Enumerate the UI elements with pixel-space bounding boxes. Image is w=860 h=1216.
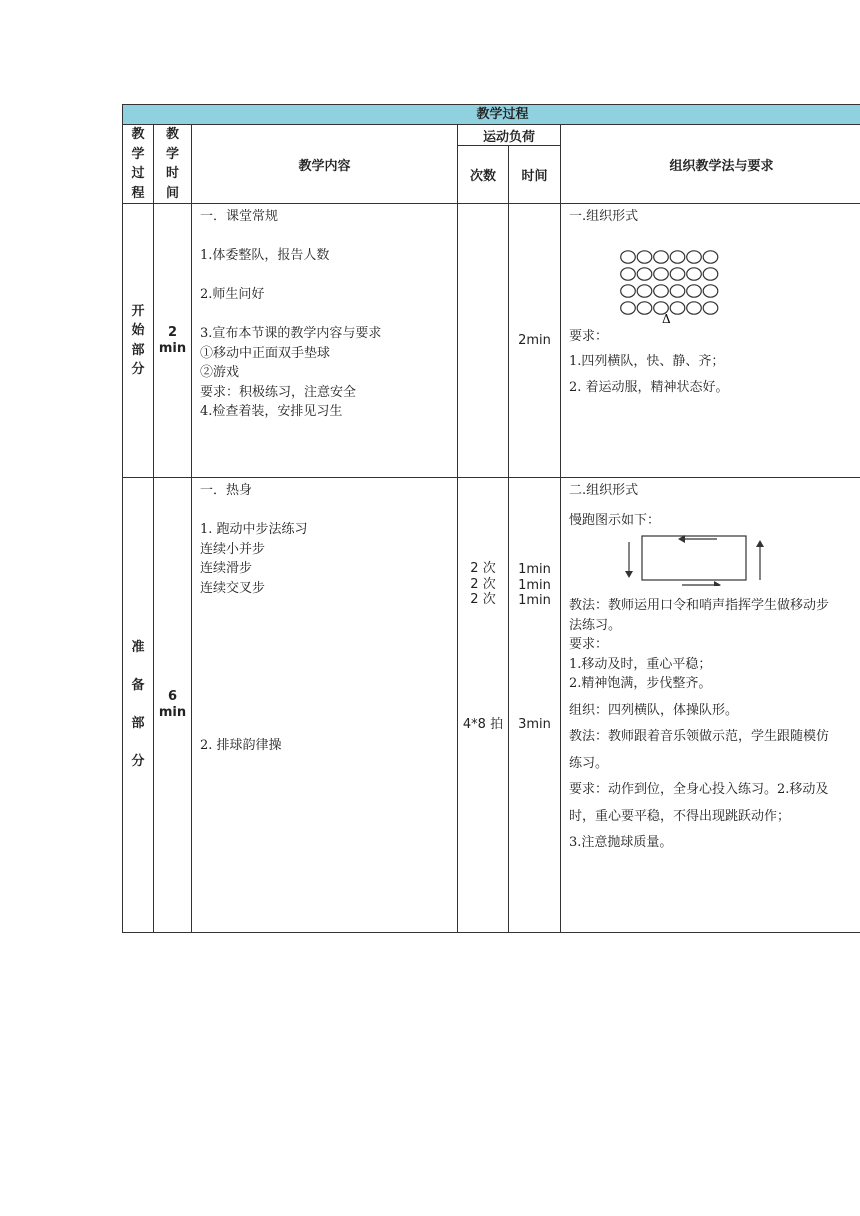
student-circle bbox=[670, 267, 685, 279]
student-circle bbox=[621, 284, 636, 296]
student-circle bbox=[687, 267, 702, 279]
student-circle bbox=[637, 267, 652, 279]
student-circle bbox=[670, 284, 685, 296]
teaching-process-table bbox=[122, 104, 860, 933]
header-method: 组织教学法与要求 bbox=[561, 125, 860, 204]
arrow-right-icon bbox=[714, 581, 721, 586]
section-start: 开 始 部 分 bbox=[123, 204, 154, 478]
section-prep: 准 备 部 分 bbox=[123, 478, 154, 933]
student-circle bbox=[621, 267, 636, 279]
table-title: 教学过程 bbox=[123, 105, 860, 125]
student-circle bbox=[670, 301, 685, 313]
student-circle bbox=[637, 284, 652, 296]
prep-duration: 1min 1min 1min 3min bbox=[509, 478, 561, 933]
student-circle bbox=[687, 250, 702, 262]
prep-count: 2 次 2 次 2 次 4*8 拍 bbox=[458, 478, 509, 933]
prep-method: 二.组织形式 慢跑图示如下： 教法：教师运用口令和哨声指挥学生做移动步 法练习。 要求： 1.移动及时，重心平稳； 2.精神饱满，步伐整齐。 组织：四列横队，体操队形。 教法：教师跟着音乐领做示范，学生跟随模仿 练习。 要求：动作到位，全身心投入练习。2.移动及 时，重心要平稳，不得出现跳跃动作； 3.注意抛球质量。 bbox=[561, 478, 860, 933]
start-content: 一．课堂常规 1.体委整队，报告人数 2.师生问好 3.宣布本节课的教学内容与要求 ①移动中正面双手垫球 ②游戏 要求：积极练习，注意安全 4.检查着装，安排见习生 bbox=[192, 204, 458, 478]
student-circle bbox=[687, 284, 702, 296]
student-circle bbox=[654, 250, 669, 262]
student-circle bbox=[654, 284, 669, 296]
student-circle bbox=[637, 250, 652, 262]
start-time: 2 min bbox=[154, 204, 192, 478]
student-circle bbox=[637, 301, 652, 313]
prep-time: 6 min bbox=[154, 478, 192, 933]
start-duration: 2min bbox=[509, 204, 561, 478]
student-circle bbox=[703, 284, 718, 296]
student-circle bbox=[703, 267, 718, 279]
header-load: 运动负荷 bbox=[458, 125, 561, 146]
teacher-mark: Δ bbox=[662, 311, 671, 323]
student-circle bbox=[670, 250, 685, 262]
header-content: 教学内容 bbox=[192, 125, 458, 204]
student-circle bbox=[654, 267, 669, 279]
header-time: 教 学 时 间 bbox=[154, 125, 192, 204]
start-count bbox=[458, 204, 509, 478]
jogging-diagram bbox=[569, 530, 860, 586]
student-circle bbox=[621, 250, 636, 262]
header-process: 教 学 过 程 bbox=[123, 125, 154, 204]
student-circle bbox=[703, 301, 718, 313]
student-circle bbox=[703, 250, 718, 262]
student-circle bbox=[621, 301, 636, 313]
header-duration: 时间 bbox=[509, 146, 561, 204]
arrow-up-icon bbox=[756, 540, 764, 547]
arrow-down-icon bbox=[625, 571, 633, 578]
formation-diagram bbox=[569, 227, 860, 323]
student-circle bbox=[687, 301, 702, 313]
header-count: 次数 bbox=[458, 146, 509, 204]
start-method: 一.组织形式 Δ 要求： 1.四列横队，快、静、齐； 2. 着运动服，精神状态好。 bbox=[561, 204, 860, 478]
prep-content: 一．热身 1. 跑动中步法练习 连续小并步 连续滑步 连续交叉步 2. 排球韵律操 bbox=[192, 478, 458, 933]
